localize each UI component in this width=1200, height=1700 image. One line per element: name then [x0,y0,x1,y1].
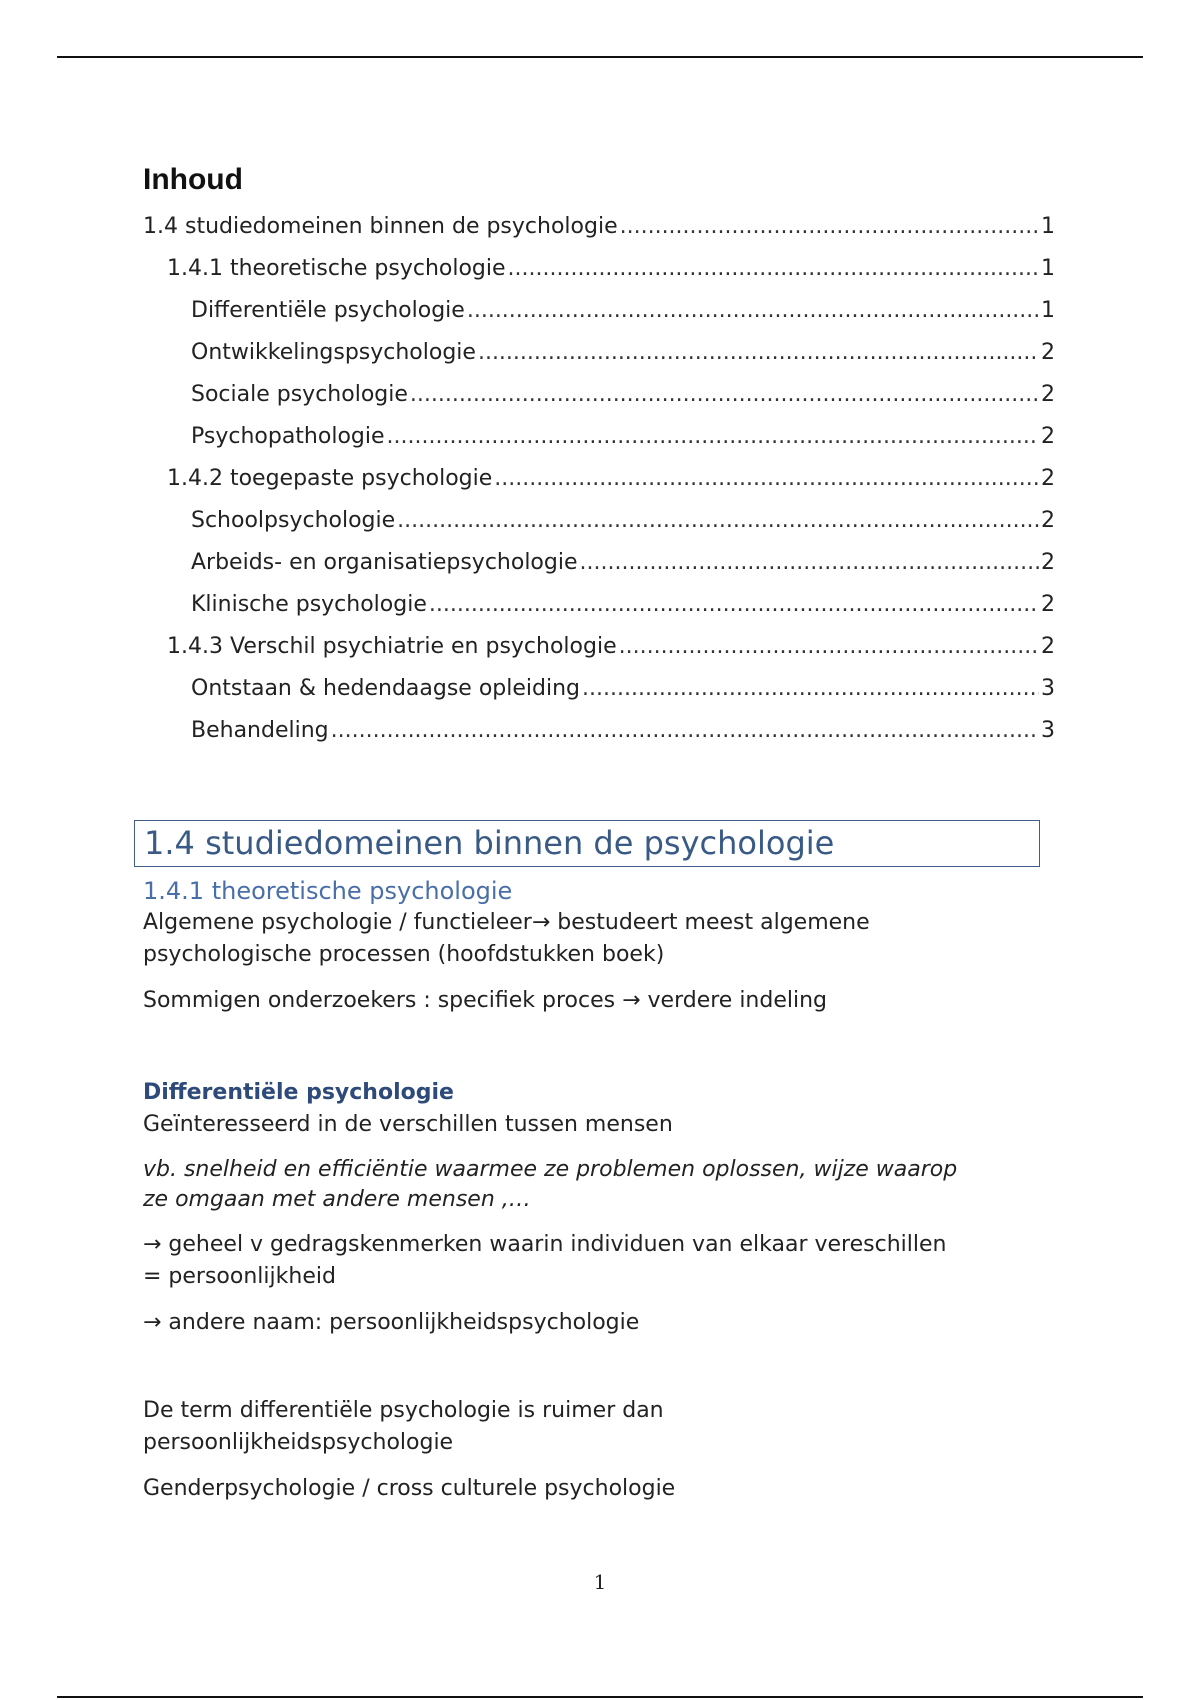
toc-leader-dots [580,542,1039,584]
toc-entry-label: 1.4.1 theoretische psychologie [167,256,506,281]
paragraph-line: De term differentiële psychologie is ruimer dan [143,1398,664,1423]
page-number: 1 [593,1570,607,1594]
toc-leader-dots [429,584,1039,626]
toc-leader-dots [410,374,1039,416]
toc-entry-label: Sociale psychologie [191,382,408,407]
toc-entry-page: 2 [1041,508,1055,533]
toc-entry[interactable] [143,668,1055,710]
paragraph-line: psychologische processen (hoofdstukken boek) [143,942,665,967]
toc-entry-label: Arbeids- en organisatiepsychologie [191,550,578,575]
example-line: vb. snelheid en efficiëntie waarmee ze problemen oplossen, wijze waarop [143,1157,958,1182]
toc-leader-dots [582,668,1039,710]
toc-leader-dots [397,500,1039,542]
toc-entry-page: 3 [1041,718,1055,743]
toc-entry-page: 2 [1041,550,1055,575]
toc-entry-page: 1 [1041,298,1055,323]
toc-leader-dots [619,626,1039,668]
toc-leader-dots [508,248,1039,290]
toc-entry-page: 1 [1041,214,1055,239]
toc-entry-label: Psychopathologie [191,424,385,449]
toc-leader-dots [387,416,1039,458]
toc-entry-label: 1.4 studiedomeinen binnen de psychologie [143,214,618,239]
subsubsection-heading: Differentiële psychologie [143,1080,454,1105]
paragraph-line: = persoonlijkheid [143,1264,336,1289]
toc-entry[interactable] [143,542,1055,584]
toc-leader-dots [331,710,1039,752]
paragraph-line: Algemene psychologie / functieleer→ bestudeert meest algemene [143,910,870,935]
toc-leader-dots [620,206,1039,248]
toc-entry-page: 2 [1041,634,1055,659]
toc-entry-label: Klinische psychologie [191,592,427,617]
toc-entry[interactable] [143,458,1055,500]
toc-entry[interactable] [143,416,1055,458]
toc-entry-page: 1 [1041,256,1055,281]
section-heading-1-4: 1.4 studiedomeinen binnen de psychologie [134,820,1040,867]
toc-entry-label: 1.4.2 toegepaste psychologie [167,466,493,491]
toc-entry[interactable] [143,248,1055,290]
toc-entry[interactable] [143,500,1055,542]
subsection-heading-1-4-1: 1.4.1 theoretische psychologie [143,877,513,905]
toc-entry-page: 2 [1041,424,1055,449]
paragraph-line: → geheel v gedragskenmerken waarin individuen van elkaar vereschillen [143,1232,947,1257]
toc-entry-page: 2 [1041,340,1055,365]
toc-entry[interactable] [143,374,1055,416]
toc-title: Inhoud [143,163,243,196]
toc-entry-label: Ontwikkelingspsychologie [191,340,476,365]
toc-entry[interactable] [143,332,1055,374]
toc-leader-dots [467,290,1039,332]
toc-entry-label: Ontstaan & hedendaagse opleiding [191,676,580,701]
example-line: ze omgaan met andere mensen ,… [143,1187,531,1212]
toc-entry[interactable] [143,626,1055,668]
table-of-contents [143,206,1055,752]
toc-entry[interactable] [143,206,1055,248]
paragraph-line: persoonlijkheidspsychologie [143,1430,454,1455]
toc-entry-label: Behandeling [191,718,329,743]
footer-rule [57,1696,1143,1698]
toc-entry-label: Differentiële psychologie [191,298,465,323]
toc-entry-page: 2 [1041,466,1055,491]
toc-entry[interactable] [143,290,1055,332]
page-content [143,160,1055,1505]
paragraph: Genderpsychologie / cross culturele psychologie [143,1476,676,1501]
toc-leader-dots [494,458,1039,500]
paragraph: Geïnteresseerd in de verschillen tussen mensen [143,1112,673,1137]
toc-leader-dots [478,332,1039,374]
paragraph: → andere naam: persoonlijkheidspsychologie [143,1310,640,1335]
toc-entry[interactable] [143,710,1055,752]
paragraph: Sommigen onderzoekers : specifiek proces → verdere indeling [143,988,828,1013]
toc-entry-page: 2 [1041,382,1055,407]
toc-entry[interactable] [143,584,1055,626]
header-rule [57,56,1143,58]
toc-entry-page: 3 [1041,676,1055,701]
toc-entry-page: 2 [1041,592,1055,617]
toc-entry-label: Schoolpsychologie [191,508,396,533]
toc-entry-label: 1.4.3 Verschil psychiatrie en psychologie [167,634,617,659]
